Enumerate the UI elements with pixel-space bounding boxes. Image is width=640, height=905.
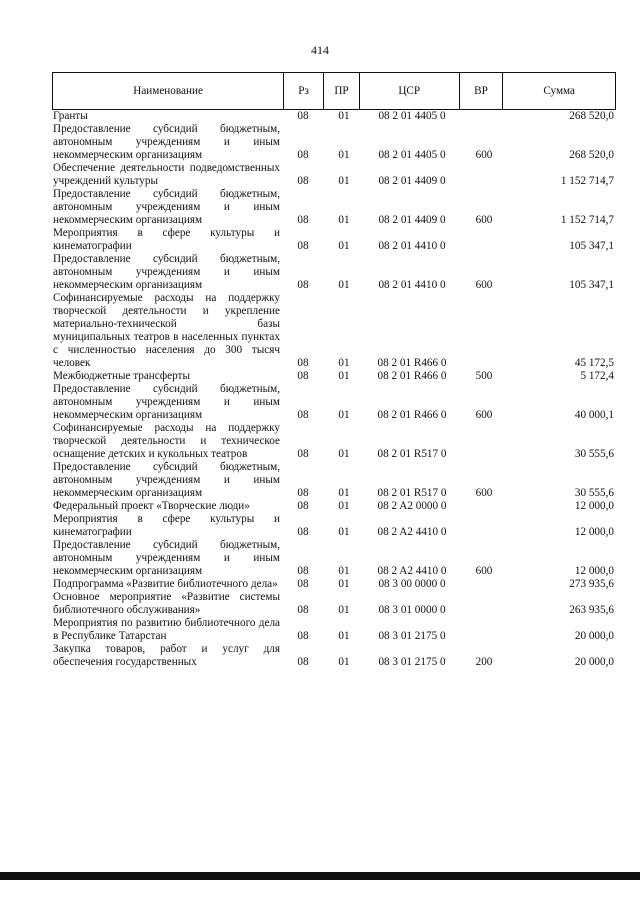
cell-pr: 01: [338, 448, 350, 460]
cell-rz: 08: [297, 370, 309, 382]
table-header: [52, 72, 616, 110]
table-row: [52, 227, 616, 253]
cell-sum: 12 000,0: [574, 526, 614, 538]
cell-sum: 268 520,0: [569, 110, 614, 122]
cell-name: Основное мероприятие «Развитие системы библиотечного обслуживания»: [53, 591, 280, 616]
cell-sum: 105 347,1: [569, 279, 614, 291]
cell-csr: 08 2 01 R466 0: [377, 370, 447, 382]
cell-pr: 01: [338, 214, 350, 226]
cell-csr: 08 2 01 R466 0: [377, 409, 447, 421]
cell-rz: 08: [297, 409, 309, 421]
cell-csr: 08 2 01 R466 0: [377, 357, 447, 369]
cell-csr: 08 2 01 R517 0: [377, 487, 447, 499]
cell-name: Предоставление субсидий бюджетным, автономным учреждениям и иным некоммерческим организациям: [53, 123, 280, 161]
cell-sum: 30 555,6: [574, 487, 614, 499]
cell-name: Обеспечение деятельности подведомственных учреждений культуры: [53, 162, 280, 187]
cell-pr: 01: [338, 630, 350, 642]
cell-vr: 600: [475, 149, 493, 161]
cell-csr: 08 2 A2 4410 0: [377, 526, 447, 538]
cell-pr: 01: [338, 565, 350, 577]
cell-pr: 01: [338, 279, 350, 291]
cell-pr: 01: [338, 578, 350, 590]
table-row: [52, 162, 616, 188]
cell-sum: 20 000,0: [574, 630, 614, 642]
cell-sum: 30 555,6: [574, 448, 614, 460]
cell-name: Предоставление субсидий бюджетным, автономным учреждениям и иным некоммерческим организациям: [53, 188, 280, 226]
cell-rz: 08: [297, 448, 309, 460]
cell-csr: 08 2 A2 4410 0: [377, 565, 447, 577]
table-body: [52, 110, 616, 669]
cell-rz: 08: [297, 487, 309, 499]
cell-sum: 268 520,0: [569, 149, 614, 161]
cell-name: Софинансируемые расходы на поддержку творческой деятельности и укрепление материально-технической базы муниципальных театров в населенных пунктах с численностью населения до 300 тысяч человек: [53, 292, 280, 369]
cell-rz: 08: [297, 357, 309, 369]
cell-csr: 08 2 01 R517 0: [377, 448, 447, 460]
table-row: [52, 422, 616, 461]
table-row: [52, 500, 616, 513]
header-name: Наименование: [53, 73, 284, 109]
cell-vr: 500: [475, 370, 493, 382]
cell-name: Мероприятия по развитию библиотечного дела в Республике Татарстан: [53, 617, 280, 642]
cell-pr: 01: [338, 149, 350, 161]
cell-name: Предоставление субсидий бюджетным, автономным учреждениям и иным некоммерческим организациям: [53, 461, 280, 499]
cell-sum: 263 935,6: [569, 604, 614, 616]
cell-sum: 5 172,4: [580, 370, 614, 382]
cell-rz: 08: [297, 175, 309, 187]
cell-rz: 08: [297, 240, 309, 252]
table-row: [52, 370, 616, 383]
table-row: [52, 253, 616, 292]
cell-pr: 01: [338, 526, 350, 538]
cell-name: Подпрограмма «Развитие библиотечного дела»: [53, 578, 278, 590]
cell-vr: 600: [475, 487, 493, 499]
table-row: [52, 110, 616, 123]
cell-rz: 08: [297, 110, 309, 122]
cell-name: Софинансируемые расходы на поддержку творческой деятельности и техническое оснащение детских и кукольных театров: [53, 422, 280, 460]
cell-name: Гранты: [53, 110, 88, 122]
table-row: [52, 578, 616, 591]
cell-csr: 08 3 00 0000 0: [378, 578, 446, 590]
header-sum: Сумма: [543, 84, 576, 97]
cell-csr: 08 2 01 4410 0: [378, 240, 446, 252]
cell-rz: 08: [297, 604, 309, 616]
cell-csr: 08 2 A2 0000 0: [377, 500, 447, 512]
cell-name: Мероприятия в сфере культуры и кинематографии: [53, 513, 280, 538]
header-csr: ЦСР: [360, 73, 460, 109]
cell-csr: 08 2 01 4405 0: [378, 110, 446, 122]
table-row: [52, 123, 616, 162]
cell-sum: 1 152 714,7: [560, 214, 614, 226]
cell-rz: 08: [297, 578, 309, 590]
cell-pr: 01: [338, 357, 350, 369]
cell-vr: 600: [475, 279, 493, 291]
table-row: [52, 292, 616, 370]
budget-table: [52, 72, 616, 669]
cell-name: Предоставление субсидий бюджетным, автономным учреждениям и иным некоммерческим организациям: [53, 539, 280, 577]
table-row: [52, 539, 616, 578]
cell-pr: 01: [338, 487, 350, 499]
cell-rz: 08: [297, 500, 309, 512]
cell-rz: 08: [297, 149, 309, 161]
cell-csr: 08 2 01 4405 0: [378, 149, 446, 161]
table-row: [52, 617, 616, 643]
scan-border: [0, 872, 640, 880]
cell-name: Предоставление субсидий бюджетным, автономным учреждениям и иным некоммерческим организациям: [53, 383, 280, 421]
cell-csr: 08 2 01 4409 0: [378, 175, 446, 187]
cell-name: Мероприятия в сфере культуры и кинематографии: [53, 227, 280, 252]
header-pr: ПР: [324, 73, 360, 109]
cell-vr: 600: [475, 409, 493, 421]
cell-pr: 01: [338, 110, 350, 122]
cell-vr: 600: [475, 565, 493, 577]
cell-pr: 01: [338, 370, 350, 382]
cell-sum: 12 000,0: [574, 500, 614, 512]
header-rz: Рз: [284, 73, 324, 109]
cell-sum: 12 000,0: [574, 565, 614, 577]
cell-rz: 08: [297, 279, 309, 291]
cell-csr: 08 2 01 4409 0: [378, 214, 446, 226]
cell-sum: 273 935,6: [569, 578, 614, 590]
cell-csr: 08 2 01 4410 0: [378, 279, 446, 291]
cell-pr: 01: [338, 604, 350, 616]
cell-pr: 01: [338, 656, 350, 668]
cell-rz: 08: [297, 565, 309, 577]
cell-csr: 08 3 01 2175 0: [378, 656, 446, 668]
cell-name: Межбюджетные трансферты: [53, 370, 190, 382]
table-row: [52, 188, 616, 227]
page-number: 414: [311, 43, 329, 57]
cell-sum: 105 347,1: [569, 240, 614, 252]
cell-sum: 45 172,5: [574, 357, 614, 369]
table-row: [52, 383, 616, 422]
cell-csr: 08 3 01 0000 0: [378, 604, 446, 616]
table-row: [52, 643, 616, 669]
cell-sum: 20 000,0: [574, 656, 614, 668]
cell-name: Закупка товаров, работ и услуг для обеспечения государственных: [53, 643, 280, 668]
cell-name: Федеральный проект «Творческие люди»: [53, 500, 250, 512]
table-row: [52, 461, 616, 500]
cell-vr: 600: [475, 214, 493, 226]
cell-pr: 01: [338, 500, 350, 512]
table-row: [52, 513, 616, 539]
cell-sum: 1 152 714,7: [560, 175, 614, 187]
cell-sum: 40 000,1: [574, 409, 614, 421]
cell-vr: 200: [475, 656, 493, 668]
cell-rz: 08: [297, 656, 309, 668]
cell-pr: 01: [338, 409, 350, 421]
cell-rz: 08: [297, 214, 309, 226]
header-vr: ВР: [460, 73, 504, 109]
cell-rz: 08: [297, 526, 309, 538]
cell-csr: 08 3 01 2175 0: [378, 630, 446, 642]
cell-pr: 01: [338, 175, 350, 187]
table-row: [52, 591, 616, 617]
cell-name: Предоставление субсидий бюджетным, автономным учреждениям и иным некоммерческим организациям: [53, 253, 280, 291]
cell-pr: 01: [338, 240, 350, 252]
cell-rz: 08: [297, 630, 309, 642]
